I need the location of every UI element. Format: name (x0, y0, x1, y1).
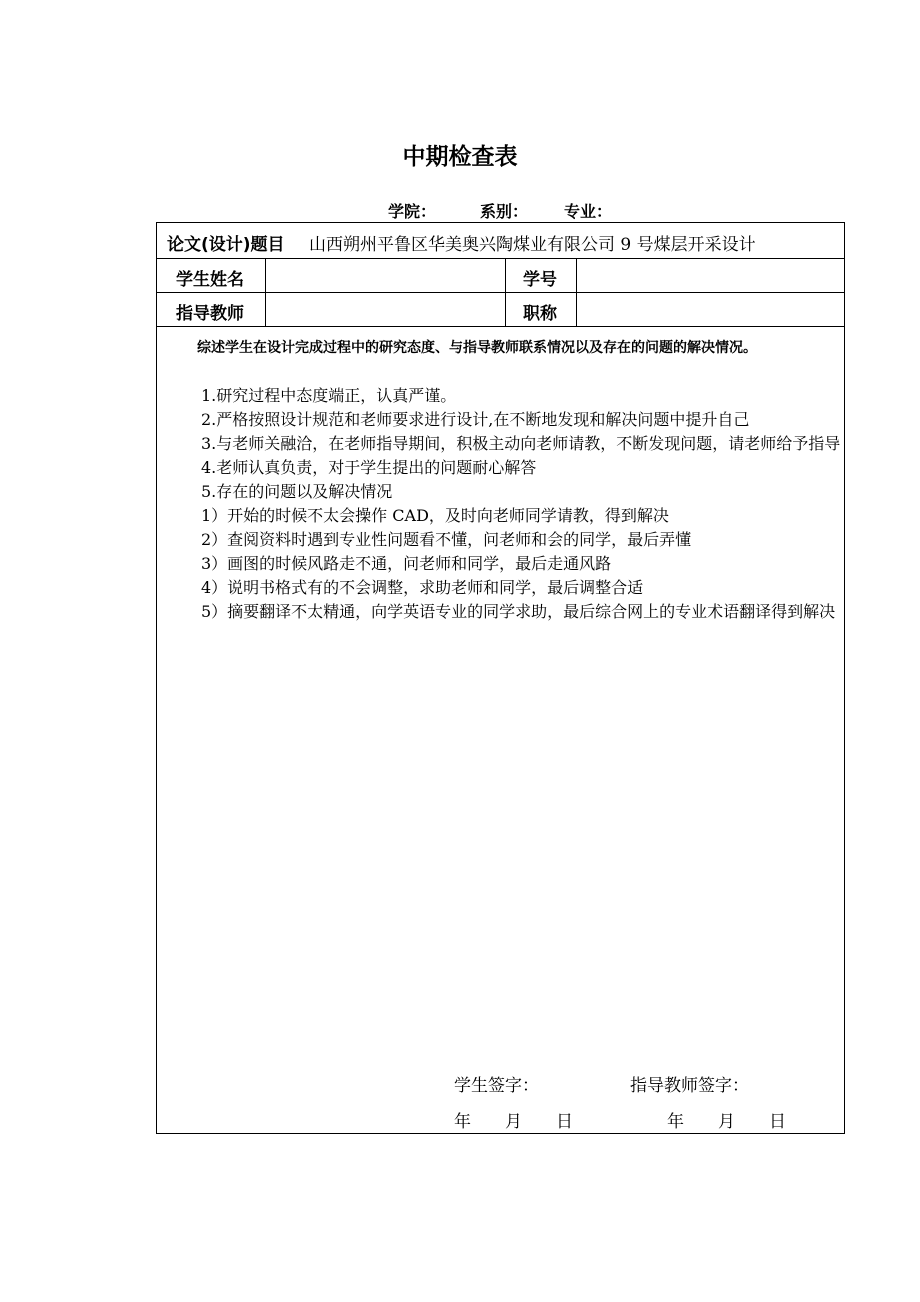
col-divider (576, 258, 577, 327)
student-id-label: 学号 (523, 270, 557, 290)
summary-prompt: 综述学生在设计完成过程中的研究态度、与指导教师联系情况以及存在的问题的解决情况。 (197, 340, 757, 356)
title-label: 职称 (523, 304, 557, 324)
college-label: 学院： (388, 202, 437, 221)
summary-paragraph: 5.存在的问题以及解决情况 (201, 482, 393, 501)
student-name-label: 学生姓名 (176, 270, 244, 290)
advisor-label: 指导教师 (176, 304, 244, 324)
department-label: 系别： (480, 202, 529, 221)
summary-paragraph: 5）摘要翻译不太精通，向学英语专业的同学求助，最后综合网上的专业术语翻译得到解决 (201, 602, 836, 621)
meta-line (388, 199, 612, 222)
col-divider (265, 258, 266, 327)
summary-content (166, 384, 841, 624)
check-table (156, 222, 845, 1134)
page-title: 中期检查表 (402, 144, 518, 170)
student-signature-label: 学生签字： (454, 1076, 539, 1096)
row-divider (157, 258, 844, 259)
row-divider (157, 326, 844, 327)
summary-paragraph: 1）开始的时候不太会操作 CAD，及时向老师同学请教，得到解决 (201, 506, 669, 525)
summary-paragraph: 4）说明书格式有的不会调整，求助老师和同学，最后调整合适 (201, 578, 644, 597)
topic-value: 山西朔州平鲁区华美奥兴陶煤业有限公司 9 号煤层开采设计 (309, 235, 756, 255)
advisor-signature-label: 指导教师签字： (630, 1076, 749, 1096)
col-divider (505, 258, 506, 327)
summary-paragraph: 3.与老师关融洽，在老师指导期间，积极主动向老师请教，不断发现问题，请老师给予指导 (201, 434, 841, 453)
summary-paragraph: 4.老师认真负责，对于学生提出的问题耐心解答 (201, 458, 537, 477)
advisor-signature-date: 年 月 日 (667, 1112, 786, 1132)
row-divider (157, 292, 844, 293)
summary-paragraph: 2）查阅资料时遇到专业性问题看不懂，问老师和会的同学，最后弄懂 (201, 530, 692, 549)
summary-paragraph: 2.严格按照设计规范和老师要求进行设计,在不断地发现和解决问题中提升自己 (201, 410, 750, 429)
topic-label: 论文(设计)题目 (167, 235, 285, 255)
student-signature-date: 年 月 日 (454, 1112, 573, 1132)
summary-paragraph: 1.研究过程中态度端正，认真严谨。 (201, 386, 457, 405)
major-label: 专业： (564, 202, 613, 221)
summary-paragraph: 3）画图的时候风路走不通，问老师和同学，最后走通风路 (201, 554, 612, 573)
